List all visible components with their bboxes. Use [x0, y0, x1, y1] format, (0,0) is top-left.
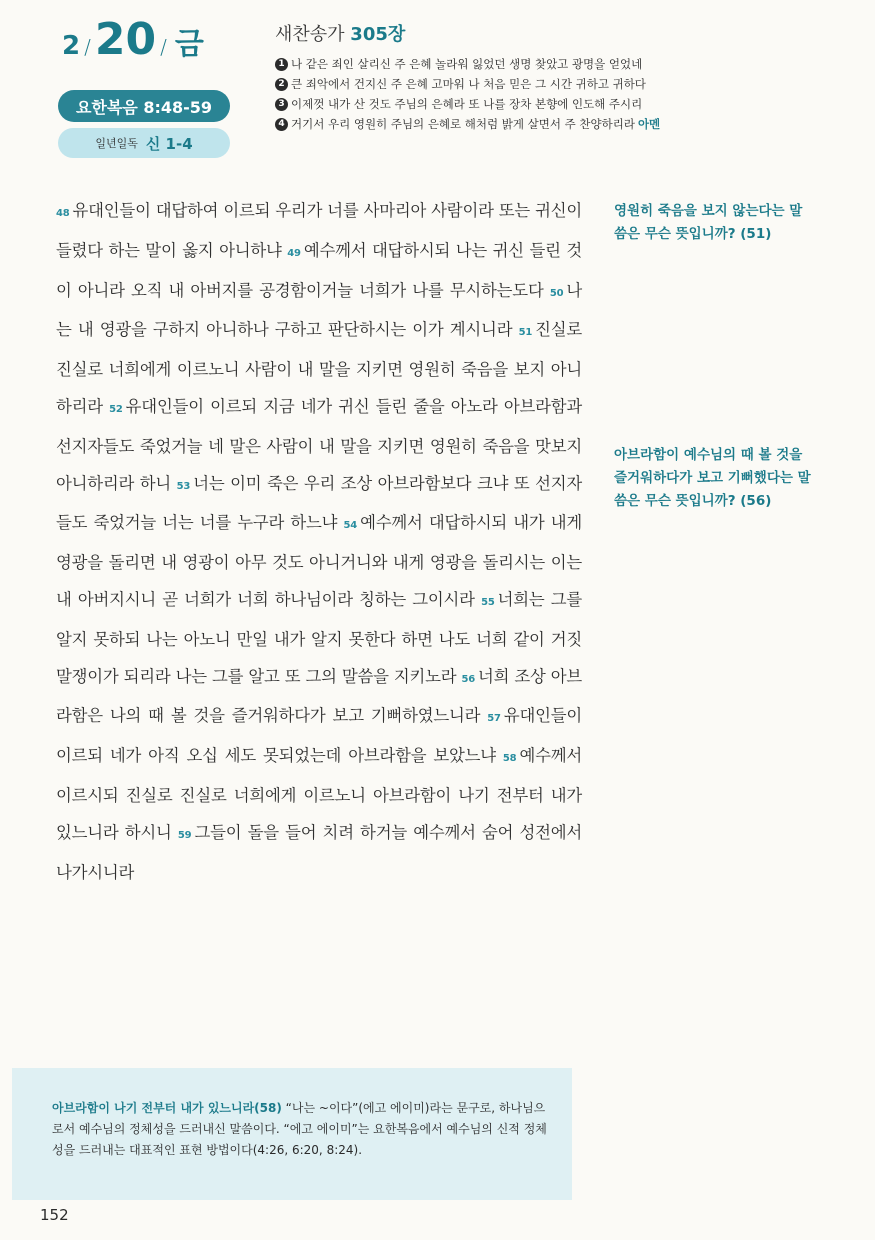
verse-number: 55 — [481, 596, 495, 608]
verse-text: 유대인들이 대답하여 이르되 우리가 너를 사마리아 사람이라 또는 귀신이 들렸다 하는 말이 옳지 아니하냐 — [56, 201, 582, 260]
passage-reference: 요한복음 8:48-59 — [58, 90, 230, 122]
hymn-title — [275, 20, 405, 46]
verse-text: 예수께서 대답하시되 내가 내게 영광을 돌리면 내 영광이 아무 것도 아니거니와 내게 영광을 돌리시는 이는 내 아버지시니 곧 너희가 너희 하나님이라 칭하는 그이시라 — [56, 513, 582, 609]
hymn-line-number: 4 — [275, 118, 288, 131]
verse-text: 예수께서 이르시되 진실로 진실로 너희에게 이르노니 아브라함이 나기 전부터 내가 있느니라 하시니 — [56, 746, 582, 842]
date-weekday: 금 — [174, 27, 204, 62]
yearly-reading-label: 일년일독 — [95, 137, 138, 150]
hymn-title-prefix: 새찬송가 — [275, 24, 345, 45]
verse-text: 나는 내 영광을 구하지 아니하나 구하고 판단하시는 이가 계시니라 — [56, 280, 582, 340]
hymn-number: 305장 — [350, 24, 406, 45]
verse-number: 49 — [287, 247, 301, 259]
verse-text: 유대인들이 이르되 지금 네가 귀신 들린 줄을 아노라 아브라함과 선지자들도 죽었거늘 네 말은 사람이 내 말을 지키면 영원히 죽음을 맛보지 아니하리라 하니 — [56, 396, 582, 493]
date-separator: / — [84, 35, 91, 59]
scripture-text — [56, 193, 582, 891]
hymn-line-text: 거기서 우리 영원히 주님의 은혜로 해처럼 밝게 살면서 주 찬양하리라 — [291, 117, 635, 131]
verse-number: 51 — [518, 327, 533, 339]
yearly-reading-value: 신 1-4 — [145, 134, 193, 153]
verse-number: 50 — [549, 287, 564, 299]
hymn-line — [275, 94, 835, 114]
hymn-line-text: 큰 죄악에서 건지신 주 은혜 고마워 나 처음 믿은 그 시간 귀하고 귀하다 — [291, 77, 646, 91]
verse-text: 예수께서 대답하시되 나는 귀신 들린 것이 아니라 오직 내 아버지를 공경함이거늘 너희가 나를 무시하는도다 — [56, 240, 582, 300]
hymn-line-text: 이제껏 내가 산 것도 주님의 은혜라 또 나를 장차 본향에 인도해 주시리 — [291, 97, 643, 111]
verse-number: 52 — [109, 403, 123, 415]
page-number: 152 — [40, 1206, 69, 1224]
hymn-amen: 아멘 — [637, 117, 661, 131]
hymn-lyrics — [275, 54, 835, 134]
hymn-line-number: 3 — [275, 98, 288, 111]
note-text: “나는 ~이다”(에고 에이미)라는 문구로, 하나님으로서 예수님의 정체성을 드러내신 말씀이다. “에고 에이미”는 요한복음에서 예수님의 신적 정체성을 드러내는 대표적인 표현 방법이다(4:26, 6:20, 8:24). — [52, 1101, 547, 1157]
hymn-line-number: 1 — [275, 58, 288, 71]
date-heading — [62, 14, 204, 65]
verse-text: 너희는 그를 알지 못하되 나는 아노니 만일 내가 알지 못한다 하면 나도 너희 같이 거짓말쟁이가 되리라 나는 그를 알고 또 그의 말씀을 지키노라 — [56, 589, 582, 686]
verse-number: 53 — [176, 480, 191, 492]
date-separator: / — [160, 35, 167, 59]
commentary-note — [12, 1068, 572, 1200]
yearly-reading-badge — [58, 128, 230, 158]
verse-number: 58 — [502, 753, 517, 765]
hymn-line-text: 나 같은 죄인 살리신 주 은혜 놀라워 잃었던 생명 찾았고 광명을 얻었네 — [291, 57, 643, 71]
verse-number: 56 — [461, 673, 475, 685]
hymn-line — [275, 54, 835, 74]
date-day: 20 — [94, 14, 157, 65]
verse-text: 그들이 돌을 들어 치려 하거늘 예수께서 숨어 성전에서 나가시니라 — [56, 822, 582, 882]
hymn-line — [275, 74, 835, 94]
margin-question: 영원히 죽음을 보지 않는다는 말씀은 무슨 뜻입니까? (51) — [614, 203, 803, 242]
verse-number: 57 — [487, 713, 501, 725]
verse-text: 진실로 진실로 너희에게 이르노니 사람이 내 말을 지키면 영원히 죽음을 보지 아니하리라 — [56, 320, 582, 416]
hymn-line-number: 2 — [275, 78, 288, 91]
verse-number: 48 — [56, 208, 70, 219]
verse-number: 54 — [343, 520, 358, 532]
margin-question: 아브라함이 예수님의 때 볼 것을 즐거워하다가 보고 기뻐했다는 말씀은 무슨 뜻입니까? (56) — [614, 447, 811, 509]
hymn-line — [275, 114, 835, 134]
verse-text: 너희 조상 아브라함은 나의 때 볼 것을 즐거워하다가 보고 기뻐하였느니라 — [56, 666, 582, 726]
verse-number: 59 — [177, 829, 192, 841]
note-highlight: 아브라함이 나기 전부터 내가 있느니라(58) — [52, 1101, 282, 1115]
verse-text: 너는 이미 죽은 우리 조상 아브라함보다 크냐 또 선지자들도 죽었거늘 너는 너를 누구라 하느냐 — [56, 473, 582, 533]
date-month: 2 — [62, 31, 81, 61]
verse-text: 유대인들이 이르되 네가 아직 오십 세도 못되었는데 아브라함을 보았느냐 — [56, 706, 582, 766]
